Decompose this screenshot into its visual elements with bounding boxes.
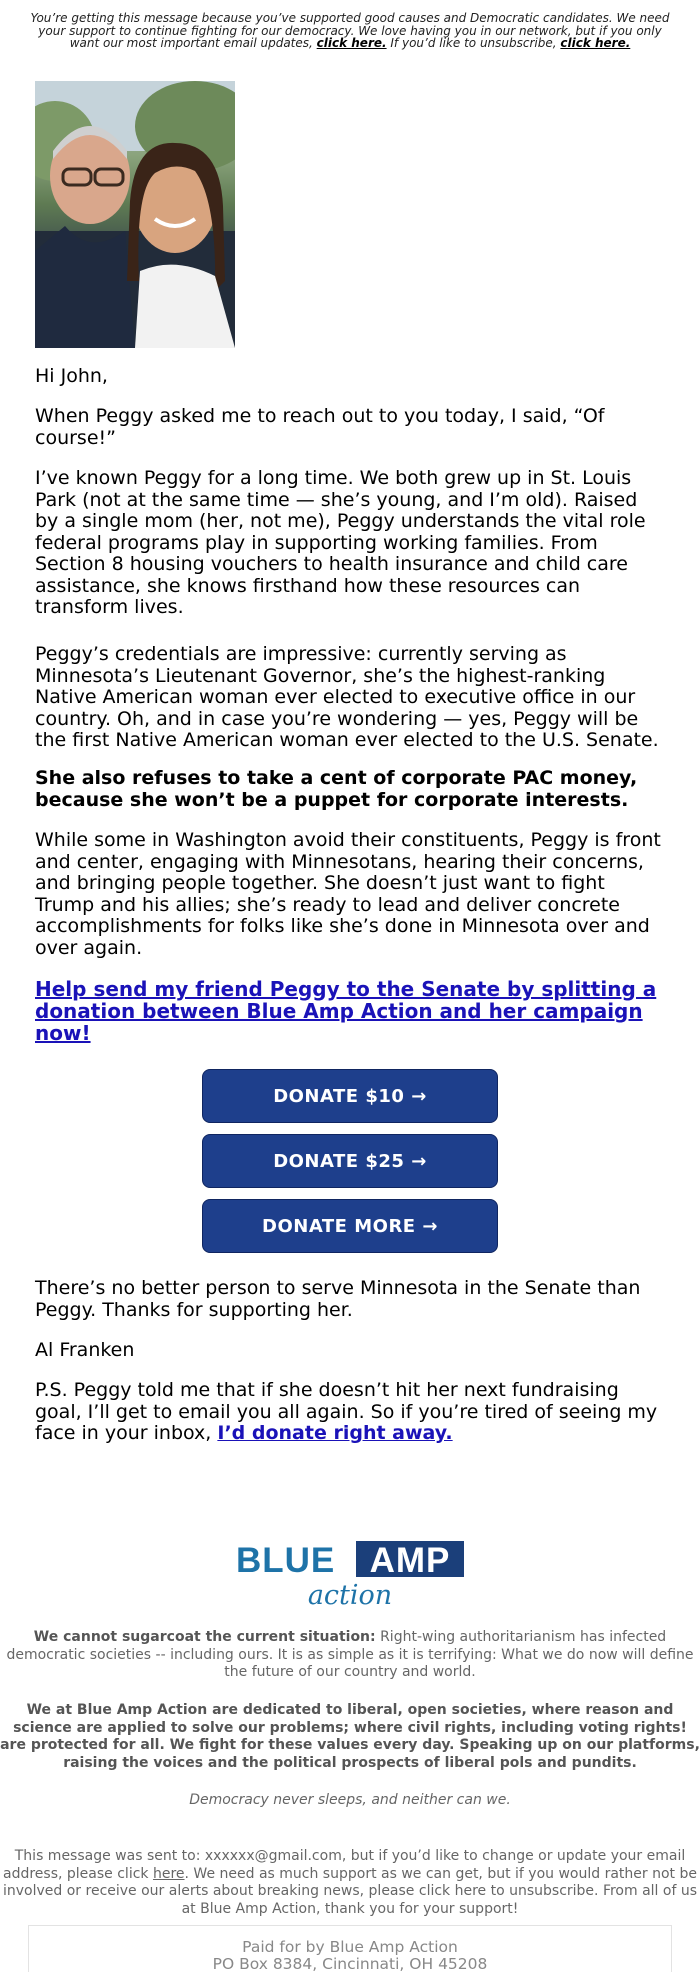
paid-for-text: Paid for by Blue Amp Action (242, 1938, 458, 1956)
donate-25-button[interactable]: DONATE $25 → (202, 1134, 498, 1188)
unsubscribe-link[interactable]: click here. (560, 36, 631, 50)
postscript-text: P.S. Peggy told me that if she doesn’t hit her next fundraising goal, I’ll get to email you all again. So if you’re tired of seeing my face in your inbox, (35, 1379, 658, 1444)
preheader-text-2: If you’d like to unsubscribe, (386, 36, 561, 50)
footer-mission: We at Blue Amp Action are dedicated to liberal, open societies, where reason and science are applied to solve our problems; where civil rights, including voting rights! are protected for all. We fight for these values every day. Speaking up on our platforms, raising the voices and the political prospects of liberal pols and pundits. (0, 1702, 700, 1771)
footer-situation-bold: We cannot sugarcoat the current situation: (33, 1629, 376, 1645)
footer-situation (0, 1629, 700, 1682)
greeting: Hi John, (35, 365, 108, 387)
logo-word-amp: AMP (369, 1541, 451, 1580)
footer-motto: Democracy never sleeps, and neither can we. (189, 1792, 511, 1808)
paragraph-credentials: Peggy’s credentials are impressive: currently serving as Minnesota’s Lieutenant Governor, she’s the highest-ranking Native American woman ever elected to executive office in our country. Oh, and in case you’re wondering — yes, Peggy will be the first Native American woman ever elected to the U.S. Senate. (35, 643, 659, 751)
signature: Al Franken (35, 1339, 135, 1361)
paragraph-pac-money: She also refuses to take a cent of corporate PAC money, because she won’t be a puppet for corporate interests. (35, 767, 638, 811)
logo-word-action: action (307, 1580, 393, 1611)
paragraph-background: I’ve known Peggy for a long time. We both grew up in St. Louis Park (not at the same time — she’s young, and I’m old). Raised by a single mom (her, not me), Peggy understands the vital role federal programs play in supporting working families. From Section 8 housing vouchers to health insurance and child care assistance, she knows firsthand how these resources can transform lives. (35, 467, 646, 618)
paragraph-engagement: While some in Washington avoid their constituents, Peggy is front and center, engaging with Minnesotans, hearing their concerns, and bringing people together. She doesn’t just want to fight Trump and his allies; she’s ready to lead and deliver concrete accomplishments for folks like she’s done in Minnesota over and over again. (35, 829, 661, 959)
donate-more-button[interactable]: DONATE MORE → (202, 1199, 498, 1253)
donate-10-button[interactable]: DONATE $10 → (202, 1069, 498, 1123)
update-email-link[interactable]: here (152, 1865, 185, 1882)
donation-cta-link[interactable]: Help send my friend Peggy to the Senate by splitting a donation between Blue Amp Action and her campaign now! (35, 977, 657, 1045)
preheader (30, 12, 670, 50)
paragraph-intro: When Peggy asked me to reach out to you today, I said, “Of course!” (35, 405, 605, 449)
paid-for-box (28, 1925, 672, 1972)
postscript (35, 1380, 665, 1445)
blue-amp-action-logo (234, 1538, 466, 1612)
footer-sent-notice (0, 1848, 700, 1918)
mailing-address: PO Box 8384, Cincinnati, OH 45208 (212, 1955, 488, 1972)
donate-right-away-link[interactable]: I’d donate right away. (217, 1422, 453, 1444)
footer-situation-text: Right-wing authoritarianism has infected democratic societies -- including ours. It is as simple as it is terrifying: What we do now will define the future of our country and world. (6, 1629, 694, 1681)
footer-sent-text-2: . We need as much support as we can get, but if you would rather not be involved or receive our alerts about breaking news, please click here to unsubscribe. From all of us at Blue Amp Action, thank you for your support! (3, 1865, 697, 1917)
selfie-photo (35, 81, 235, 348)
closing-paragraph: There’s no better person to serve Minnesota in the Senate than Peggy. Thanks for supporting her. (35, 1277, 641, 1321)
footer-sent-text: This message was sent to: xxxxxx@gmail.com, but if you’d like to change or update your email address, please click (3, 1848, 686, 1882)
preheader-text: You’re getting this message because you’ve supported good causes and Democratic candidates. We need your support to continue fighting for our democracy. We love having you in our network, but if you only want our most important email updates, (30, 11, 670, 50)
email-preferences-link[interactable]: click here. (316, 36, 387, 50)
logo-word-blue: BLUE (236, 1541, 336, 1580)
